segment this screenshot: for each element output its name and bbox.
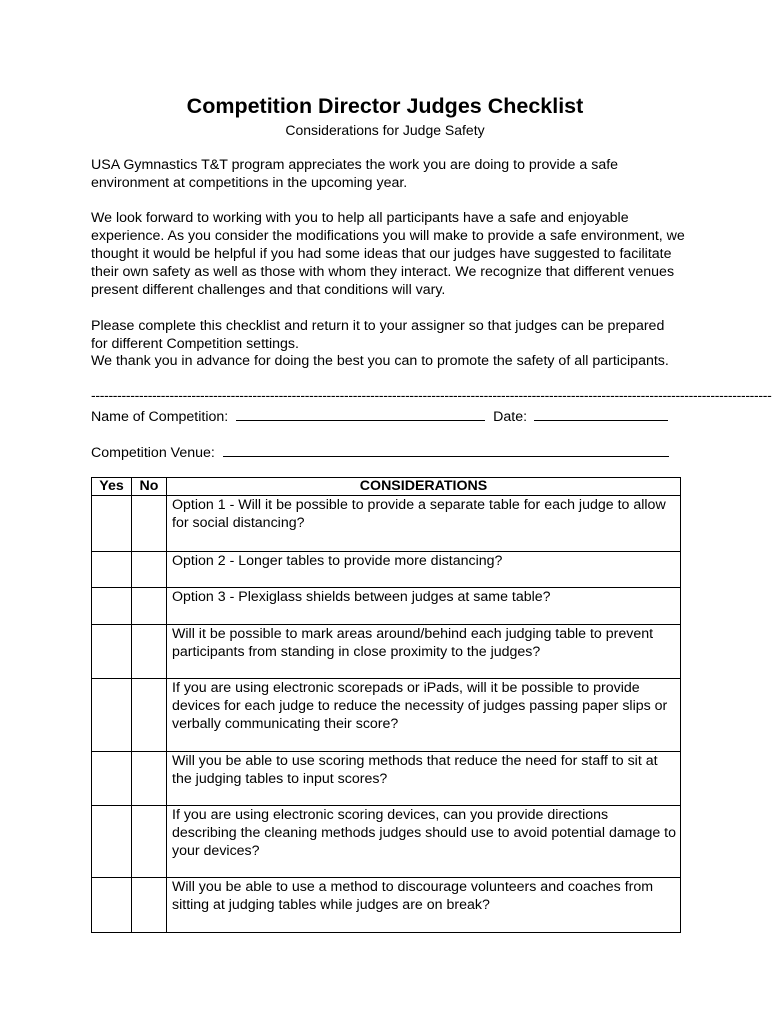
table-row bbox=[92, 878, 681, 933]
page-subtitle: Considerations for Judge Safety bbox=[285, 122, 485, 138]
consideration-cell bbox=[167, 588, 681, 625]
table-row bbox=[92, 752, 681, 806]
competition-venue-field[interactable] bbox=[91, 442, 669, 462]
body-paragraph-2: Please complete this checklist and return it to your assigner so that judges can be prepared for different Competition settings. bbox=[91, 318, 665, 352]
consideration-cell bbox=[167, 806, 681, 878]
no-checkbox-cell[interactable] bbox=[132, 878, 167, 933]
competition-name-label: Name of Competition: bbox=[91, 409, 229, 425]
yes-column-header: Yes bbox=[92, 478, 132, 496]
table-row bbox=[92, 806, 681, 878]
page-title: Competition Director Judges Checklist bbox=[186, 94, 584, 118]
consideration-text: Will it be possible to mark areas around/behind each judging table to prevent participants from standing in close proximity to the judges? bbox=[172, 626, 654, 660]
consideration-text: If you are using electronic scoring devices, can you provide directions describing the cleaning methods judges should use to avoid potential damage to your devices? bbox=[172, 807, 676, 859]
consideration-cell bbox=[167, 752, 681, 806]
table-row bbox=[92, 588, 681, 625]
no-column-header: No bbox=[132, 478, 167, 496]
consideration-text: Will you be able to use a method to discourage volunteers and coaches from sitting at judging tables while judges are on break? bbox=[172, 879, 654, 913]
no-checkbox-cell[interactable] bbox=[132, 679, 167, 752]
no-checkbox-cell[interactable] bbox=[132, 752, 167, 806]
table-row bbox=[92, 552, 681, 588]
consideration-cell bbox=[167, 625, 681, 679]
considerations-table bbox=[91, 477, 681, 933]
consideration-cell bbox=[167, 496, 681, 552]
no-checkbox-cell[interactable] bbox=[132, 625, 167, 679]
separator-line: ------------------------------------------------------------------------------------------------------------------------------------------------------------ bbox=[91, 387, 772, 403]
table-row bbox=[92, 625, 681, 679]
no-checkbox-cell[interactable] bbox=[132, 552, 167, 588]
body-paragraph-1: We look forward to working with you to help all participants have a safe and enjoyable experience. As you consider the modifications you will make to provide a safe environment, we thought it would be helpful if you had some ideas that our judges have suggested to facilitate their own safety as well as those with whom they interact. We recognize that different venues present different challenges and that conditions will vary. bbox=[91, 210, 685, 298]
yes-checkbox-cell[interactable] bbox=[92, 878, 132, 933]
yes-checkbox-cell[interactable] bbox=[92, 679, 132, 752]
table-row bbox=[92, 679, 681, 752]
competition-venue-label: Competition Venue: bbox=[91, 445, 215, 461]
yes-checkbox-cell[interactable] bbox=[92, 806, 132, 878]
yes-checkbox-cell[interactable] bbox=[92, 752, 132, 806]
consideration-text: Option 1 - Will it be possible to provide a separate table for each judge to allow for social distancing? bbox=[172, 497, 666, 531]
no-checkbox-cell[interactable] bbox=[132, 496, 167, 552]
intro-paragraph: USA Gymnastics T&T program appreciates the work you are doing to provide a safe environment at competitions in the upcoming year. bbox=[91, 157, 619, 191]
yes-checkbox-cell[interactable] bbox=[92, 552, 132, 588]
body-paragraph-3: We thank you in advance for doing the best you can to promote the safety of all participants. bbox=[91, 353, 669, 369]
consideration-cell bbox=[167, 679, 681, 752]
consideration-text: Will you be able to use scoring methods that reduce the need for staff to sit at the judging tables to input scores? bbox=[172, 753, 658, 787]
consideration-text: If you are using electronic scorepads or iPads, will it be possible to provide devices for each judge to reduce the necessity of judges passing paper slips or verbally communicating their score? bbox=[172, 680, 668, 732]
competition-name-field[interactable] bbox=[91, 406, 668, 426]
competition-name-line[interactable] bbox=[236, 406, 485, 421]
yes-checkbox-cell[interactable] bbox=[92, 588, 132, 625]
consideration-cell bbox=[167, 878, 681, 933]
yes-checkbox-cell[interactable] bbox=[92, 625, 132, 679]
table-header-row bbox=[92, 478, 681, 496]
no-checkbox-cell[interactable] bbox=[132, 806, 167, 878]
consideration-cell bbox=[167, 552, 681, 588]
date-label: Date: bbox=[493, 409, 528, 425]
no-checkbox-cell[interactable] bbox=[132, 588, 167, 625]
date-line[interactable] bbox=[534, 406, 668, 421]
table-row bbox=[92, 496, 681, 552]
competition-venue-line[interactable] bbox=[223, 442, 669, 457]
yes-checkbox-cell[interactable] bbox=[92, 496, 132, 552]
considerations-column-header: CONSIDERATIONS bbox=[167, 478, 681, 496]
consideration-text: Option 3 - Plexiglass shields between judges at same table? bbox=[172, 589, 551, 605]
consideration-text: Option 2 - Longer tables to provide more distancing? bbox=[172, 553, 503, 569]
